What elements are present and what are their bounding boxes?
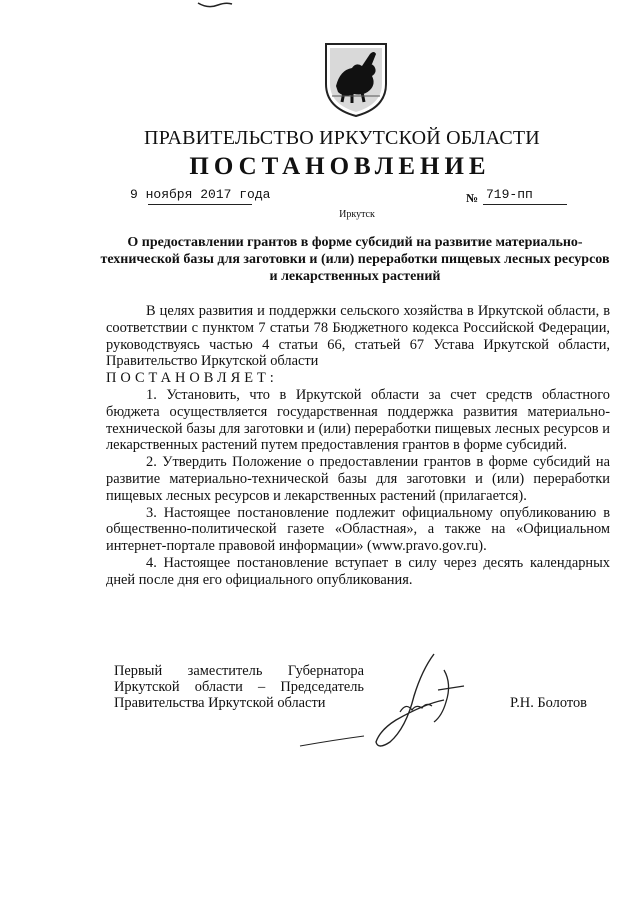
signer-name: Р.Н. Болотов [510,695,587,711]
signer-title-line-3: Правительства Иркутской области [114,695,326,711]
date-underline [148,204,252,205]
number-underline [483,204,567,205]
decree-word: ПОСТАНОВЛЯЕТ: [106,370,278,387]
body-item-4: 4. Настоящее постановление вступает в силу через десять календарных дней после дня его официального опубликования. [106,554,610,588]
document-type-title: ПОСТАНОВЛЕНИЕ [189,153,491,180]
document-date: 9 ноября 2017 года [130,187,271,202]
preamble-paragraph: В целях развития и поддержки сельского хозяйства в Иркутской области, в соответствии с пунктом 7 статьи 78 Бюджетного кодекса Российской Федерации, руководствуясь частью 4 статьи 66, статьей 67 Устава Иркутской области, Правительство Иркутской области [106,303,610,370]
irkutsk-coat-of-arms-icon [318,40,394,118]
number-sign: № [466,191,479,205]
body-item-2: 2. Утвердить Положение о предоставлении грантов в форме субсидий на развитие материально-технической базы для заготовки и (или) переработки пищевых лесных ресурсов и лекарственных растений (прилагается). [106,454,610,504]
issue-city: Иркутск [339,209,375,220]
signer-title-line-1: Первый заместитель Губернатора [114,663,364,679]
document-subject: О предоставлении грантов в форме субсидий на развитие материально-технической базы для заготовки и (или) переработки пищевых лесных ресурсов и лекарственных растений [100,235,610,284]
body-item-1: 1. Установить, что в Иркутской области за счет средств областного бюджета осуществляется государственная поддержка развития материально-технической базы для заготовки и (или) переработки пищевых лесных ресурсов и лекарственных растений путем предоставления грантов в форме субсидий. [106,386,610,454]
top-handwritten-mark [196,0,236,10]
body-item-3: 3. Настоящее постановление подлежит официальному опубликованию в общественно-политической газете «Областная», а также на «Официальном интернет-портале правовой информации» (www.pravo.gov.ru). [106,504,610,555]
government-title: ПРАВИТЕЛЬСТВО ИРКУТСКОЙ ОБЛАСТИ [144,127,540,149]
document-number: 719-пп [486,187,533,202]
handwritten-signature [294,650,494,750]
document-body [106,303,610,589]
signer-title-line-2: Иркутской области – Председатель [114,679,364,695]
